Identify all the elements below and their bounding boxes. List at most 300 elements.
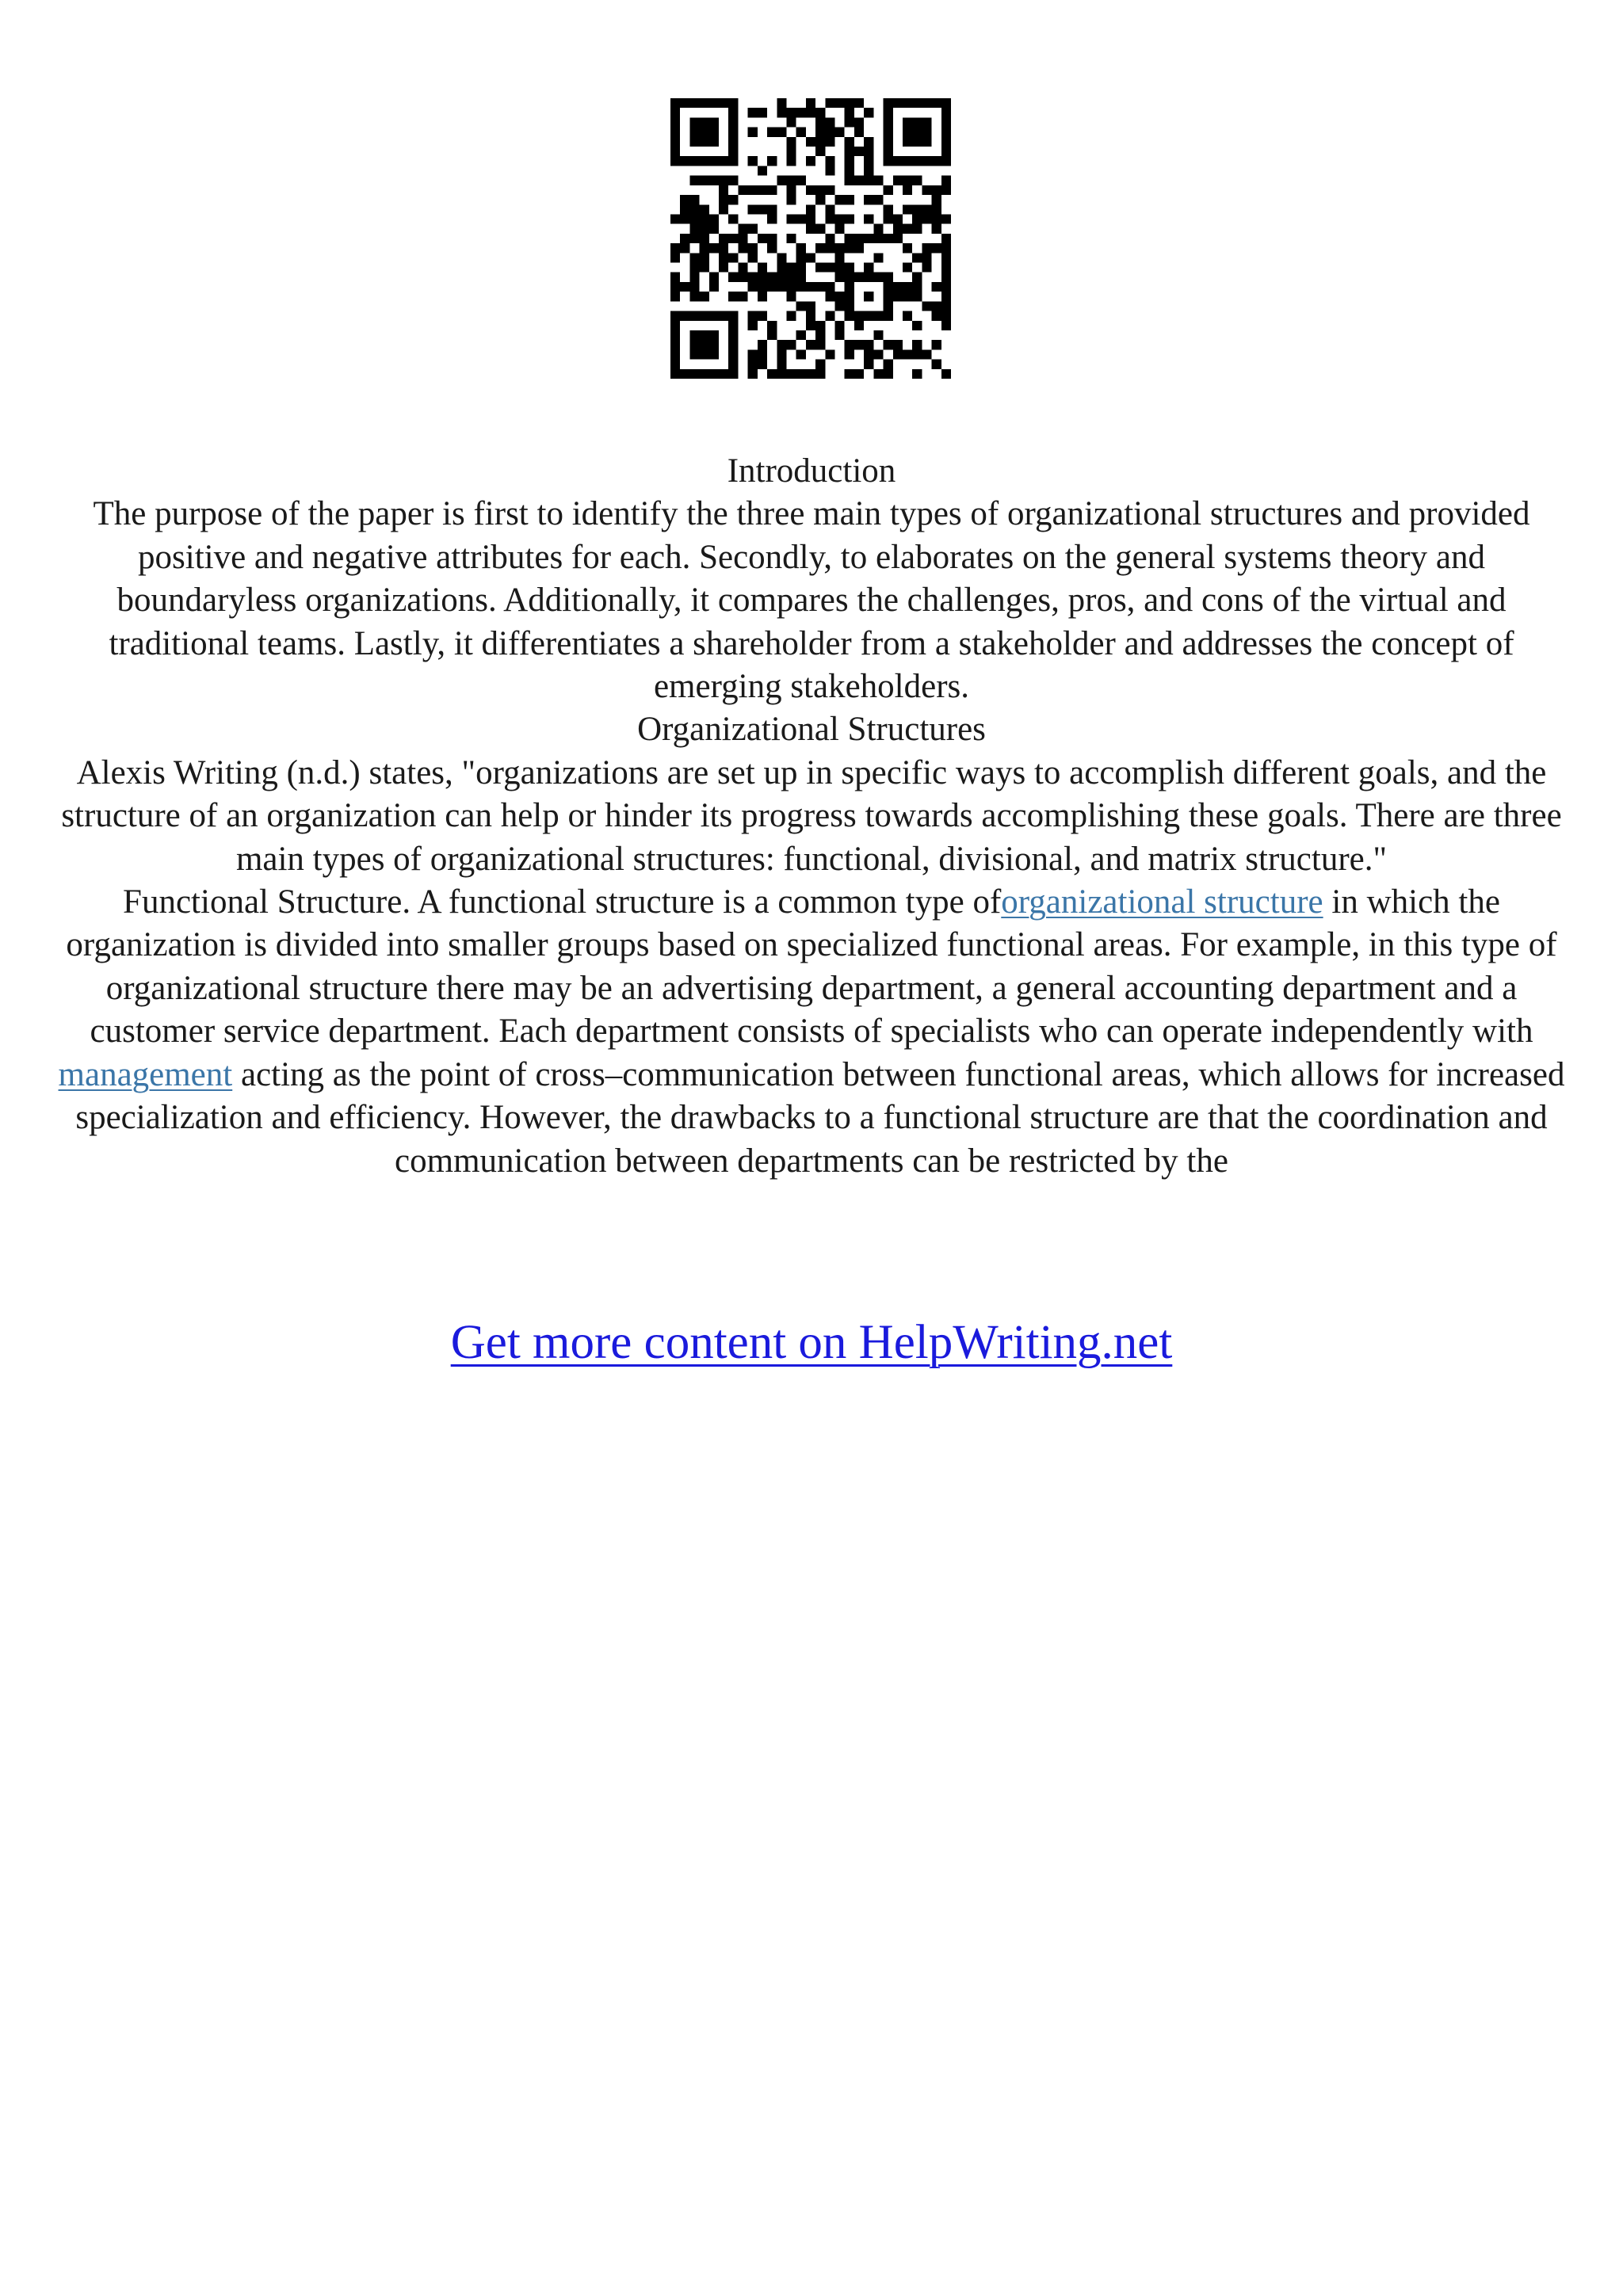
qr-module	[941, 214, 951, 223]
qr-module	[670, 330, 680, 340]
qr-module	[767, 185, 777, 195]
qr-module	[835, 195, 845, 204]
qr-module	[689, 349, 699, 359]
qr-module	[748, 108, 758, 117]
qr-module	[689, 311, 699, 321]
qr-module	[845, 273, 854, 282]
functional-structure-text-1: Functional Structure. A functional structure is a common type of	[123, 883, 1002, 921]
qr-module	[786, 273, 796, 282]
qr-module	[758, 360, 767, 369]
qr-module	[728, 156, 738, 166]
qr-module	[806, 137, 815, 147]
qr-module	[709, 117, 719, 127]
qr-module	[835, 243, 845, 253]
qr-module	[854, 147, 864, 156]
qr-module	[680, 204, 689, 214]
qr-module	[786, 176, 796, 185]
qr-module	[845, 117, 854, 127]
qr-module	[941, 263, 951, 273]
qr-module	[719, 204, 728, 214]
qr-module	[700, 330, 709, 340]
qr-module	[689, 273, 699, 282]
qr-module	[884, 128, 893, 137]
qr-module	[864, 147, 873, 156]
qr-module	[825, 234, 834, 243]
qr-module	[893, 349, 903, 359]
qr-module	[845, 301, 854, 311]
qr-module	[689, 263, 699, 273]
qr-module	[903, 176, 912, 185]
qr-module	[786, 292, 796, 301]
qr-module	[864, 292, 873, 301]
qr-module	[845, 98, 854, 108]
qr-module	[700, 369, 709, 379]
qr-module	[748, 253, 758, 262]
qr-module	[728, 137, 738, 147]
qr-module	[806, 185, 815, 195]
qr-module	[689, 282, 699, 292]
qr-module	[922, 214, 931, 223]
qr-module	[825, 282, 834, 292]
qr-module	[748, 273, 758, 282]
qr-module	[777, 340, 786, 349]
qr-code-icon	[670, 98, 951, 379]
qr-module	[777, 98, 786, 108]
qr-module	[864, 349, 873, 359]
qr-module	[786, 185, 796, 195]
qr-module	[903, 282, 912, 292]
qr-module	[767, 214, 777, 223]
qr-module	[796, 243, 806, 253]
qr-module	[700, 253, 709, 262]
qr-module	[719, 234, 728, 243]
qr-module	[777, 263, 786, 273]
qr-module	[854, 243, 864, 253]
qr-module	[941, 253, 951, 262]
qr-module	[748, 369, 758, 379]
qr-module	[689, 340, 699, 349]
qr-module	[700, 311, 709, 321]
qr-module	[806, 253, 815, 262]
qr-module	[777, 176, 786, 185]
qr-module	[941, 282, 951, 292]
qr-module	[912, 137, 922, 147]
qr-module	[719, 311, 728, 321]
qr-module	[941, 176, 951, 185]
qr-module	[700, 263, 709, 273]
qr-module	[806, 321, 815, 330]
qr-module	[670, 137, 680, 147]
qr-module	[748, 360, 758, 369]
qr-module	[884, 98, 893, 108]
qr-module	[893, 282, 903, 292]
functional-structure-paragraph	[48, 881, 1575, 1183]
qr-module	[709, 176, 719, 185]
document-body	[48, 450, 1575, 1183]
qr-module	[835, 301, 845, 311]
qr-module	[932, 360, 941, 369]
qr-module	[680, 311, 689, 321]
qr-module	[884, 204, 893, 214]
qr-module	[806, 156, 815, 166]
qr-module	[941, 128, 951, 137]
organizational-structures-heading: Organizational Structures	[637, 711, 986, 749]
qr-module	[835, 273, 845, 282]
qr-module	[670, 349, 680, 359]
qr-module	[806, 369, 815, 379]
qr-module	[689, 224, 699, 234]
qr-module	[806, 340, 815, 349]
organizational-structure-link[interactable]: organizational structure	[1001, 883, 1323, 921]
functional-structure-text-2: in which the organization is divided into smaller groups based on specialized functional areas. For example, in this type of organizational structure there may be an advertising department, a general accounting department and a customer service department. Each department consists of specialists who can operate independently with	[66, 883, 1557, 1051]
qr-module	[903, 98, 912, 108]
qr-module	[932, 301, 941, 311]
qr-module	[670, 243, 680, 253]
qr-module	[903, 243, 912, 253]
qr-module	[670, 369, 680, 379]
qr-module	[786, 195, 796, 204]
cta-container	[0, 1311, 1623, 1375]
qr-module	[777, 108, 786, 117]
qr-module	[922, 185, 931, 195]
qr-module	[738, 234, 747, 243]
qr-module	[884, 273, 893, 282]
qr-module	[748, 204, 758, 214]
qr-module	[748, 321, 758, 330]
qr-module	[680, 98, 689, 108]
qr-module	[815, 321, 825, 330]
qr-module	[912, 292, 922, 301]
introduction-heading: Introduction	[727, 452, 896, 490]
qr-module	[700, 234, 709, 243]
qr-module	[796, 176, 806, 185]
qr-module	[932, 98, 941, 108]
qr-module	[728, 321, 738, 330]
qr-module	[689, 98, 699, 108]
qr-module	[709, 214, 719, 223]
qr-module	[941, 185, 951, 195]
qr-module	[854, 273, 864, 282]
qr-module	[709, 282, 719, 292]
qr-module	[670, 98, 680, 108]
introduction-paragraph: The purpose of the paper is first to identify the three main types of organizational structures and provided positive and negative attributes for each. Secondly, to elaborates on the general systems theory and boundaryless organizations. Additionally, it compares the challenges, pros, and cons of the virtual and traditional teams. Lastly, it differentiates a shareholder from a stakeholder and addresses the concept of emerging stakeholders.	[93, 495, 1530, 706]
qr-module	[912, 253, 922, 262]
qr-module	[864, 311, 873, 321]
qr-module	[825, 214, 834, 223]
qr-module	[815, 108, 825, 117]
qr-module	[709, 137, 719, 147]
get-more-content-link[interactable]: Get more content on HelpWriting.net	[450, 1316, 1173, 1369]
qr-module	[854, 311, 864, 321]
qr-module	[932, 311, 941, 321]
qr-module	[670, 321, 680, 330]
qr-module	[864, 340, 873, 349]
qr-module	[845, 263, 854, 273]
qr-module	[864, 156, 873, 166]
qr-module	[854, 369, 864, 379]
qr-module	[873, 273, 883, 282]
qr-module	[912, 273, 922, 282]
qr-module	[903, 117, 912, 127]
qr-module	[941, 98, 951, 108]
qr-module	[835, 253, 845, 262]
qr-module	[689, 214, 699, 223]
qr-module	[719, 263, 728, 273]
qr-module	[700, 128, 709, 137]
qr-module	[670, 273, 680, 282]
qr-module	[767, 273, 777, 282]
qr-module	[700, 98, 709, 108]
qr-module	[825, 263, 834, 273]
qr-module	[758, 311, 767, 321]
qr-module	[680, 195, 689, 204]
qr-module	[884, 214, 893, 223]
qr-module	[903, 292, 912, 301]
qr-module	[825, 349, 834, 359]
qr-module	[932, 340, 941, 349]
qr-module	[758, 108, 767, 117]
qr-module	[758, 349, 767, 359]
qr-module	[786, 340, 796, 349]
qr-module	[941, 156, 951, 166]
qr-module	[845, 349, 854, 359]
qr-module	[854, 340, 864, 349]
qr-module	[825, 292, 834, 301]
qr-module	[922, 137, 931, 147]
qr-module	[748, 224, 758, 234]
qr-module	[728, 117, 738, 127]
qr-module	[815, 263, 825, 273]
qr-module	[932, 243, 941, 253]
qr-module	[738, 185, 747, 195]
qr-module	[903, 263, 912, 273]
qr-module	[709, 98, 719, 108]
qr-module	[941, 273, 951, 282]
qr-module	[758, 282, 767, 292]
qr-module	[845, 311, 854, 321]
qr-module	[728, 311, 738, 321]
qr-module	[738, 273, 747, 282]
qr-module	[845, 156, 854, 166]
qr-module	[941, 137, 951, 147]
qr-module	[670, 253, 680, 262]
qr-module	[815, 224, 825, 234]
qr-module	[689, 195, 699, 204]
qr-module	[758, 340, 767, 349]
qr-module	[728, 108, 738, 117]
qr-module	[922, 253, 931, 262]
qr-module	[815, 243, 825, 253]
qr-module	[884, 156, 893, 166]
qr-module	[777, 369, 786, 379]
qr-module	[748, 185, 758, 195]
qr-module	[845, 369, 854, 379]
qr-module	[689, 292, 699, 301]
qr-module	[786, 156, 796, 166]
qr-module	[884, 292, 893, 301]
qr-module	[786, 117, 796, 127]
qr-module	[689, 156, 699, 166]
qr-module	[903, 204, 912, 214]
qr-module	[854, 321, 864, 330]
qr-module	[932, 214, 941, 223]
qr-module	[670, 282, 680, 292]
qr-module	[893, 214, 903, 223]
qr-module	[835, 128, 845, 137]
qr-module	[941, 311, 951, 321]
qr-module	[689, 176, 699, 185]
qr-module	[854, 117, 864, 127]
qr-module	[806, 98, 815, 108]
qr-module	[786, 234, 796, 243]
qr-module	[748, 311, 758, 321]
qr-module	[845, 234, 854, 243]
qr-module	[893, 340, 903, 349]
qr-module	[854, 234, 864, 243]
qr-module	[700, 292, 709, 301]
qr-module	[912, 224, 922, 234]
qr-module	[680, 214, 689, 223]
qr-module	[825, 98, 834, 108]
qr-module	[670, 128, 680, 137]
qr-module	[864, 214, 873, 223]
qr-module	[709, 156, 719, 166]
qr-module	[815, 128, 825, 137]
qr-module	[884, 311, 893, 321]
qr-module	[864, 108, 873, 117]
qr-module	[854, 98, 864, 108]
qr-module	[786, 214, 796, 223]
qr-module	[670, 147, 680, 156]
qr-module	[932, 282, 941, 292]
qr-module	[728, 176, 738, 185]
qr-module	[864, 176, 873, 185]
qr-module	[835, 292, 845, 301]
qr-module	[700, 224, 709, 234]
qr-module	[670, 117, 680, 127]
qr-module	[941, 301, 951, 311]
qr-module	[700, 349, 709, 359]
qr-module	[903, 137, 912, 147]
qr-module	[748, 282, 758, 292]
qr-module	[845, 137, 854, 147]
qr-module	[806, 214, 815, 223]
qr-module	[777, 253, 786, 262]
qr-module	[719, 98, 728, 108]
qr-module	[893, 156, 903, 166]
qr-module	[912, 98, 922, 108]
qr-module	[709, 243, 719, 253]
qr-module	[709, 224, 719, 234]
qr-module	[758, 185, 767, 195]
qr-module	[796, 108, 806, 117]
qr-module	[738, 243, 747, 253]
qr-module	[845, 108, 854, 117]
qr-module	[796, 330, 806, 340]
qr-module	[719, 195, 728, 204]
qr-module	[796, 349, 806, 359]
qr-module	[670, 214, 680, 223]
qr-module	[767, 243, 777, 253]
qr-module	[728, 128, 738, 137]
qr-module	[884, 137, 893, 147]
qr-module	[941, 147, 951, 156]
qr-module	[709, 369, 719, 379]
qr-module	[728, 234, 738, 243]
qr-module	[825, 311, 834, 321]
qr-module	[728, 98, 738, 108]
qr-module	[845, 282, 854, 292]
qr-module	[873, 224, 883, 234]
qr-module	[786, 147, 796, 156]
qr-module	[884, 147, 893, 156]
qr-module	[932, 204, 941, 214]
qr-module	[700, 117, 709, 127]
qr-module	[873, 311, 883, 321]
qr-module	[670, 360, 680, 369]
qr-module	[758, 204, 767, 214]
qr-module	[777, 349, 786, 359]
qr-module	[893, 292, 903, 301]
qr-module	[670, 108, 680, 117]
qr-module	[922, 98, 931, 108]
management-link[interactable]: management	[58, 1055, 233, 1093]
qr-module	[806, 311, 815, 321]
qr-module	[873, 253, 883, 262]
qr-module	[912, 128, 922, 137]
qr-module	[845, 147, 854, 156]
qr-module	[912, 369, 922, 379]
qr-module	[758, 234, 767, 243]
qr-module	[709, 349, 719, 359]
qr-module	[854, 128, 864, 137]
qr-module	[806, 282, 815, 292]
qr-module	[767, 369, 777, 379]
qr-module	[835, 321, 845, 330]
qr-module	[815, 369, 825, 379]
qr-module	[709, 273, 719, 282]
qr-module	[815, 147, 825, 156]
qr-module	[835, 214, 845, 223]
qr-module	[758, 263, 767, 273]
qr-module	[815, 360, 825, 369]
qr-module	[767, 321, 777, 330]
qr-module	[700, 243, 709, 253]
qr-module	[884, 369, 893, 379]
qr-module	[932, 224, 941, 234]
qr-module	[825, 243, 834, 253]
qr-module	[719, 185, 728, 195]
qr-module	[700, 204, 709, 214]
qr-module	[767, 128, 777, 137]
qr-module	[689, 137, 699, 147]
qr-module	[835, 330, 845, 340]
qr-module	[728, 273, 738, 282]
qr-module	[709, 311, 719, 321]
qr-module	[806, 204, 815, 214]
qr-module	[689, 369, 699, 379]
qr-module	[758, 166, 767, 175]
qr-module	[796, 282, 806, 292]
qr-module	[689, 253, 699, 262]
qr-module	[864, 137, 873, 147]
qr-module	[728, 360, 738, 369]
qr-module	[932, 185, 941, 195]
qr-module	[700, 214, 709, 223]
qr-module	[709, 340, 719, 349]
qr-module	[796, 253, 806, 262]
qr-module	[864, 195, 873, 204]
